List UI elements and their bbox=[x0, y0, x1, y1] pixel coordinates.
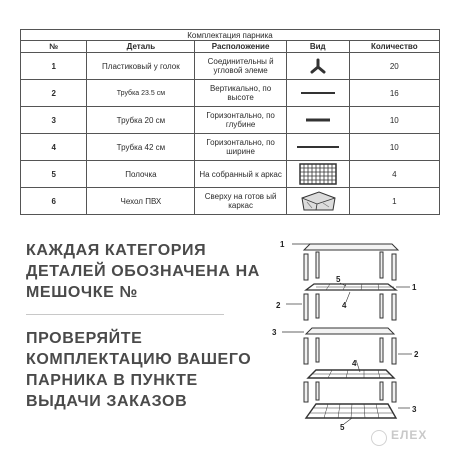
bottom-shelf bbox=[306, 404, 410, 418]
row-part: Пластиковый у голок bbox=[87, 53, 195, 80]
label-4-bottom: 4 bbox=[352, 359, 357, 368]
header-location: Расположение bbox=[195, 41, 287, 53]
row-qty: 20 bbox=[349, 53, 439, 80]
table-row bbox=[21, 188, 440, 215]
posts-tier-2 bbox=[286, 294, 396, 320]
row-location: Соединительны й угловой элеме bbox=[195, 53, 287, 80]
label-2-left: 2 bbox=[276, 301, 281, 310]
row-part: Полочка bbox=[87, 161, 195, 188]
row-num: 3 bbox=[21, 107, 87, 134]
label-1-top: 1 bbox=[280, 240, 285, 249]
row-qty: 16 bbox=[349, 80, 439, 107]
tube-wide-icon bbox=[296, 144, 340, 150]
row-num: 2 bbox=[21, 80, 87, 107]
header-qty: Количество bbox=[349, 41, 439, 53]
table-row bbox=[21, 53, 440, 80]
shelf-1 bbox=[306, 284, 410, 290]
top-frame bbox=[292, 244, 398, 250]
posts-tier-3 bbox=[304, 338, 412, 364]
row-part: Чехол ПВХ bbox=[87, 188, 195, 215]
row-part: Трубка 23.5 см bbox=[87, 80, 195, 107]
row-num: 1 bbox=[21, 53, 87, 80]
label-4-top: 4 bbox=[342, 301, 347, 310]
row-location: Горизонтально, по глубине bbox=[195, 107, 287, 134]
row-part: Трубка 42 см bbox=[87, 134, 195, 161]
row-location: Сверху на готов ый каркас bbox=[195, 188, 287, 215]
row-num: 5 bbox=[21, 161, 87, 188]
watermark-text: ЕЛЕХ bbox=[391, 428, 428, 442]
label-5-top: 5 bbox=[336, 275, 341, 284]
header-num: № bbox=[21, 41, 87, 53]
check-note: ПРОВЕРЯЙТЕ КОМПЛЕКТАЦИЮ ВАШЕГО ПАРНИКА В ПУНКТЕ ВЫДАЧИ ЗАКАЗОВ bbox=[26, 330, 252, 410]
row-location: Горизонтально, по ширине bbox=[195, 134, 287, 161]
table-row bbox=[21, 161, 440, 188]
tube-long-icon bbox=[300, 90, 336, 96]
row-num: 6 bbox=[21, 188, 87, 215]
watermark-logo bbox=[371, 430, 387, 446]
middle-frame bbox=[282, 328, 394, 334]
label-3-right: 3 bbox=[412, 405, 417, 414]
table-caption-row bbox=[21, 30, 440, 41]
parts-table bbox=[20, 29, 440, 215]
row-location: Вертикально, по высоте bbox=[195, 80, 287, 107]
categories-note: КАЖДАЯ КАТЕГОРИЯ ДЕТАЛЕЙ ОБОЗНАЧЕНА НА МЕШОЧКЕ № bbox=[26, 242, 260, 301]
divider bbox=[26, 314, 224, 315]
table-row bbox=[21, 80, 440, 107]
table-caption: Комплектация парника bbox=[21, 30, 440, 41]
label-1-right: 1 bbox=[412, 283, 417, 292]
shelf-assembly-diagram bbox=[270, 236, 430, 436]
posts-tier-4 bbox=[304, 382, 396, 402]
header-part: Деталь bbox=[87, 41, 195, 53]
header-view: Вид bbox=[286, 41, 349, 53]
table-header-row bbox=[21, 41, 440, 53]
shelf-grid-icon bbox=[299, 163, 337, 185]
row-part: Трубка 20 см bbox=[87, 107, 195, 134]
table-row bbox=[21, 107, 440, 134]
shelf-2 bbox=[308, 370, 394, 378]
row-qty: 10 bbox=[349, 107, 439, 134]
posts-tier-1 bbox=[304, 252, 396, 280]
label-2-right: 2 bbox=[414, 350, 419, 359]
corner-connector-icon bbox=[308, 58, 328, 74]
row-qty: 10 bbox=[349, 134, 439, 161]
row-location: На собранный к аркас bbox=[195, 161, 287, 188]
table-row bbox=[21, 134, 440, 161]
row-num: 4 bbox=[21, 134, 87, 161]
label-3-left: 3 bbox=[272, 328, 277, 337]
tube-short-icon bbox=[304, 117, 332, 123]
pvc-cover-icon bbox=[299, 190, 337, 212]
row-qty: 4 bbox=[349, 161, 439, 188]
row-qty: 1 bbox=[349, 188, 439, 215]
label-5-bottom: 5 bbox=[340, 423, 345, 432]
